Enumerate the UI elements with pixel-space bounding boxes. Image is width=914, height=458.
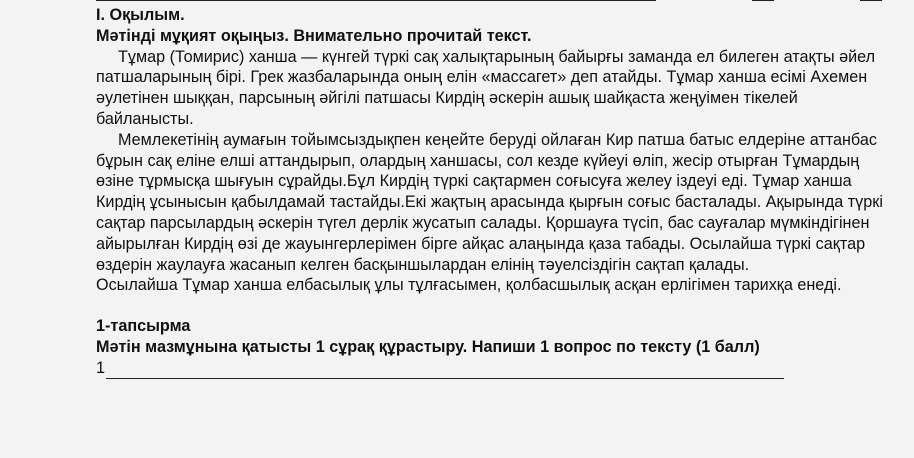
paragraph-3: Осылайша Тұмар ханша елбасылық ұлы тұлғасымен, қолбасшылық асқан ерлігімен тарихқа енеді. bbox=[96, 276, 842, 295]
answer-blank[interactable] bbox=[106, 362, 784, 379]
paragraph-2: Мемлекетінің аумағын тойымсыздықпен кеңейте беруді ойлаған Кир патша батыс елдеріне аттанбас бұрын сақ еліне елші аттандырып, олардың ханшасы, сол кезде күйеуі өліп, жесір отырған Тұмардың өзіне тұрмысқа шығуын сұрайды.Бұл Кирдің түркі сақтармен соғысуға желеу іздеуі еді. Тұмар ханша Кирдің ұсынысын қабылдамай тастайды.Екі жақтың арасында қырғын соғыс басталады. Ақырында түркі сақтар парсылардың әскерін түгел дерлік жусатып салады. Қоршауға түсіп, бас сауғалар мүмкіндігінен айырылған Кирдің өзі де жауынгерлерімен бірге айқас алаңында қаза табады. Осылайша түркі сақтар өздерін жаулауға жасанып келген басқыншылардан елінің тәуелсіздігін сақтап қалады. bbox=[96, 130, 883, 274]
task-prompt: Мәтін мазмұнына қатысты 1 сұрақ құрастыру. Напиши 1 вопрос по тексту (1 балл) bbox=[96, 337, 760, 356]
top-rule bbox=[96, 0, 656, 1]
paragraph-1: Тұмар (Томирис) ханша — күнгей түркі сақ халықтарының байырғы заманда ел билеген атақты әйел патшаларының бірі. Грек жазбаларында оның елін «массагет» деп атайды. Тұмар ханша есімі Ахемен әулетінен шыққан, парсының әйгілі патшасы Кирдің әскерін ашық шайқаста жеңуімен тікелей байланысты. bbox=[96, 47, 876, 128]
top-rule-tiny bbox=[860, 0, 882, 1]
reading-instruction: Мәтінді мұқият оқыңыз. Внимательно прочитай текст. bbox=[96, 26, 532, 45]
answer-number: 1 bbox=[96, 358, 106, 377]
answer-line[interactable] bbox=[96, 358, 896, 379]
document bbox=[96, 5, 896, 379]
task-title: 1-тапсырма bbox=[96, 317, 191, 336]
spacer bbox=[96, 296, 896, 316]
top-rule-short bbox=[752, 0, 774, 1]
section-title: I. Оқылым. bbox=[96, 6, 185, 24]
